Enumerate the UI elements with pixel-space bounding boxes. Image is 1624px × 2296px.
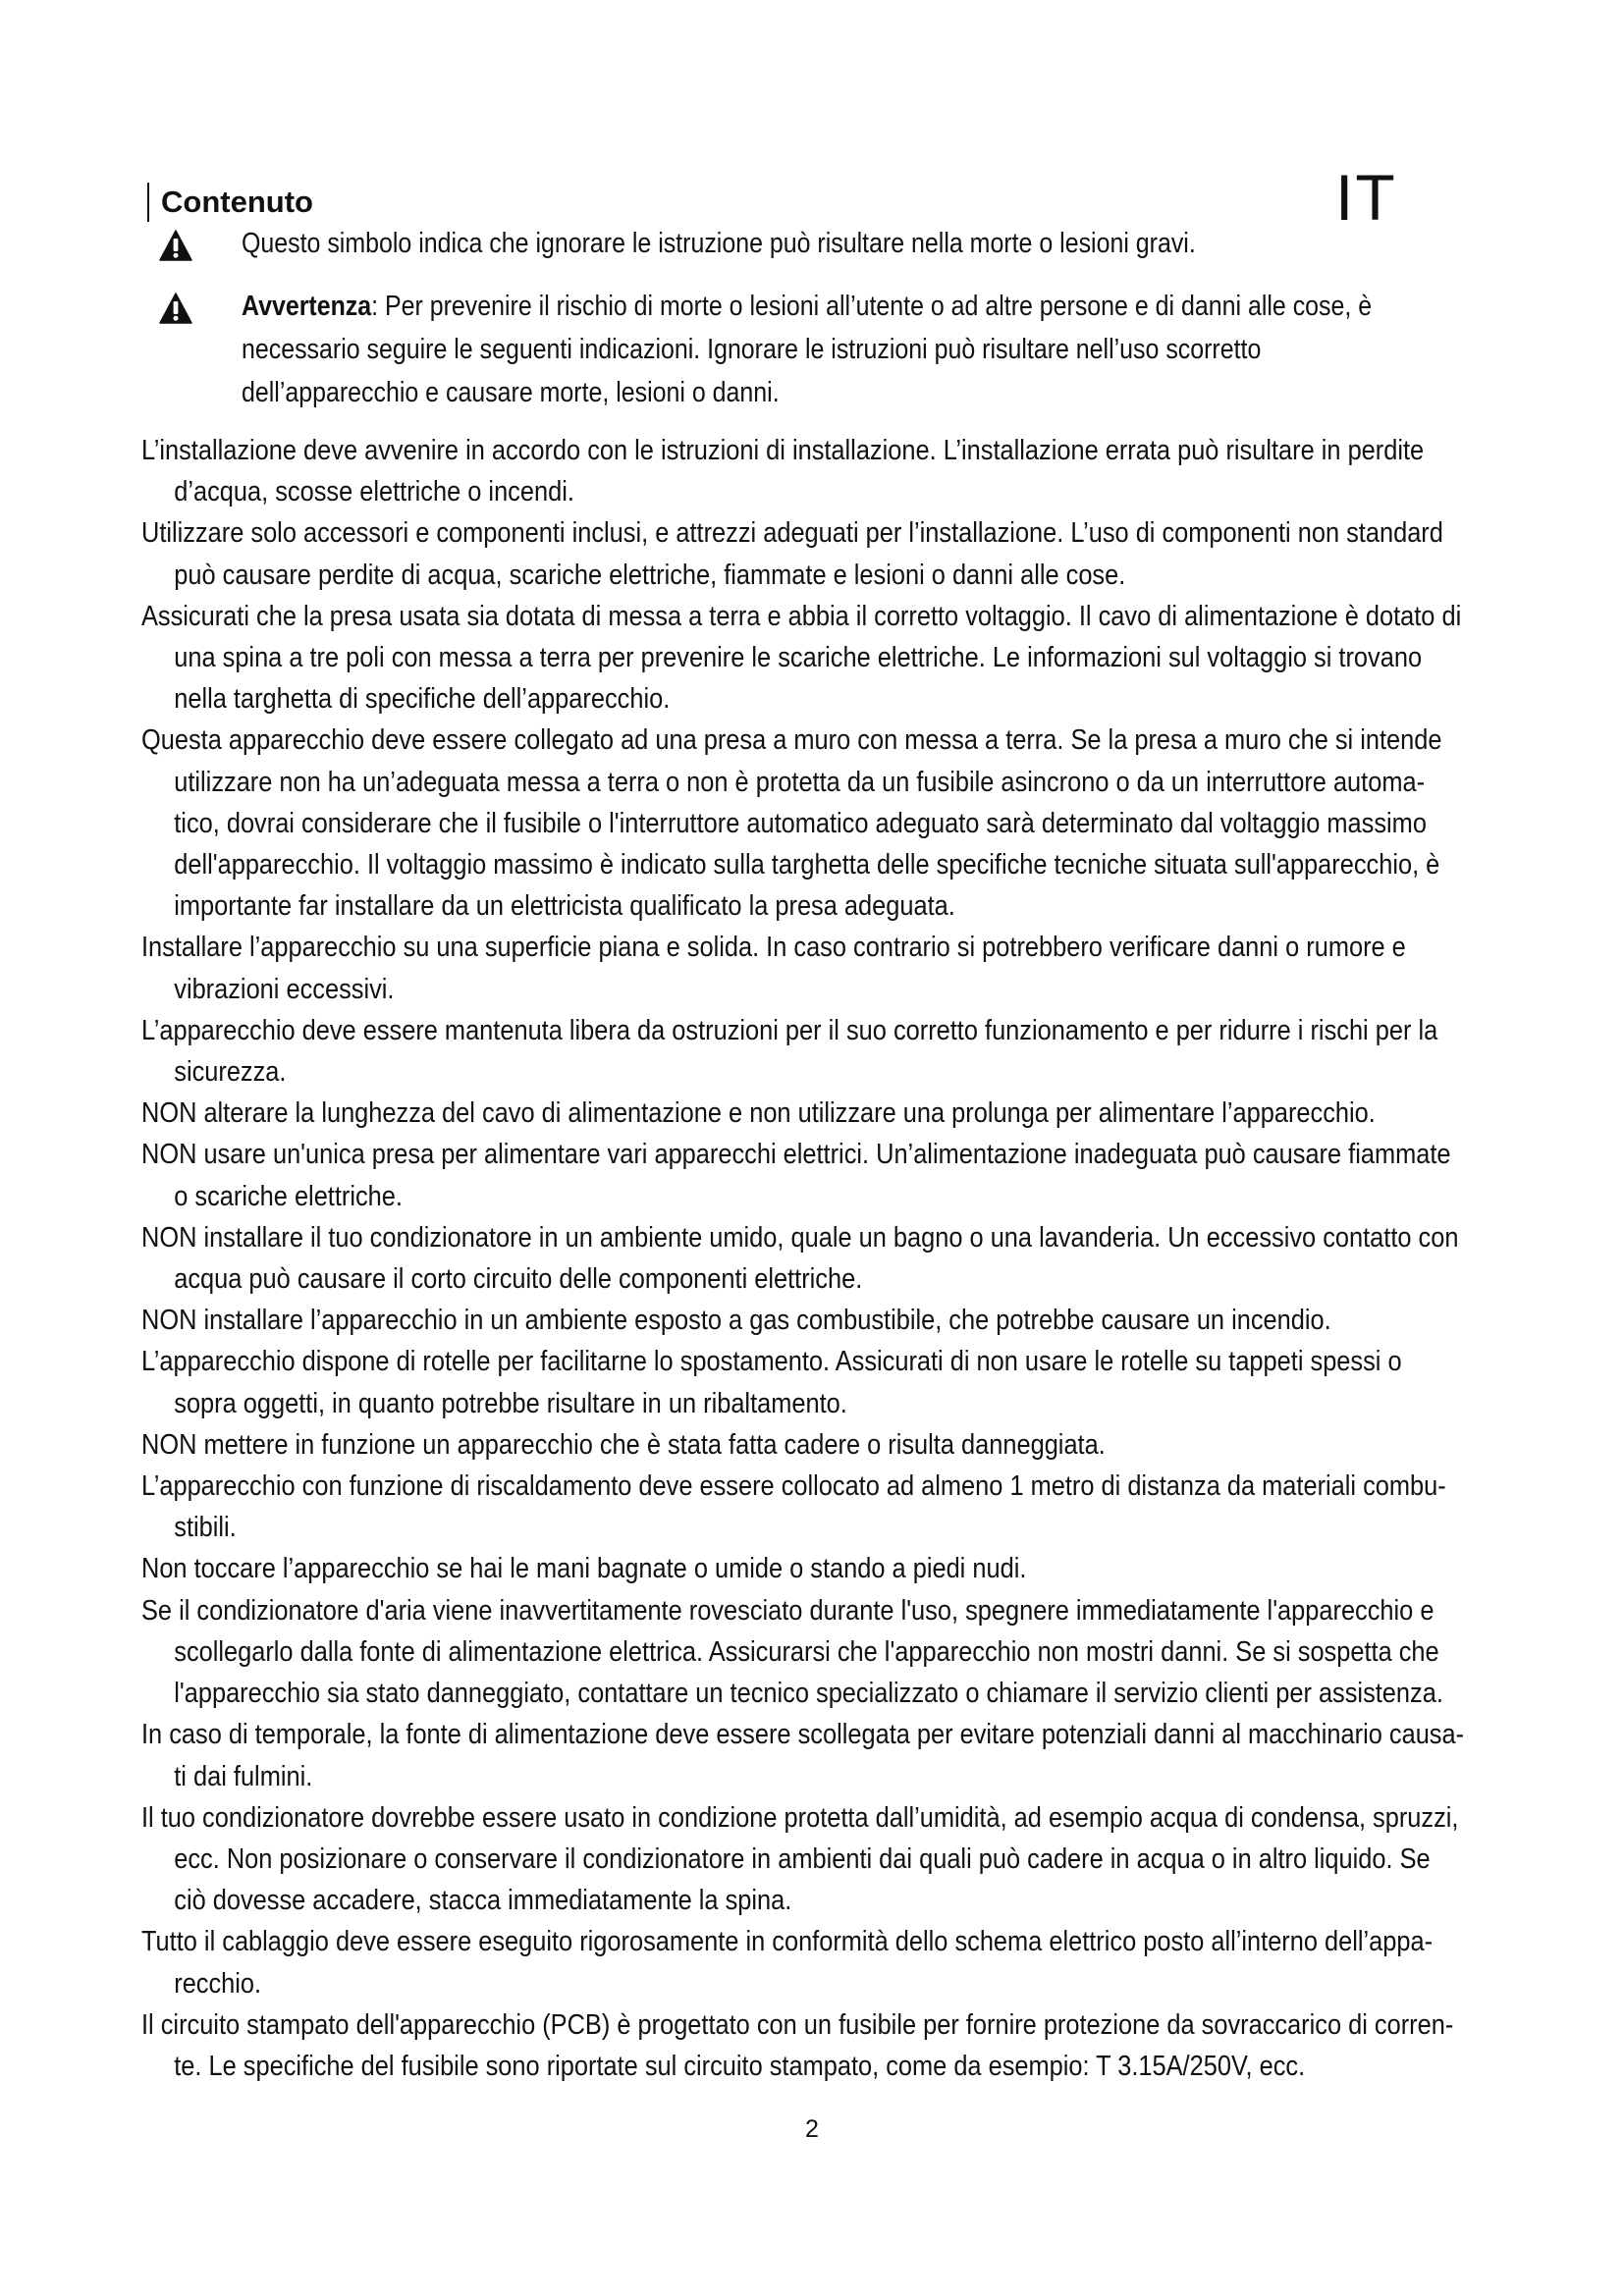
warning-body: Questo simbolo indica che ignorare le istruzione può risultare nella morte o lesioni gravi.: [242, 228, 1196, 259]
language-code: IT: [1335, 161, 1397, 234]
instruction-item: Questa apparecchio deve essere collegato ad una presa a muro con messa a terra. Se la presa a muro che si intende utilizzare non ha un’adeguata messa a terra o non è protetta da un fusibile asincrono o da un interruttore automa-tico, dovrai considerare che il fusibile o l'interruttore automatico adeguato sarà determinato dal voltaggio massimo dell'apparecchio. Il voltaggio massimo è indicato sulla targhetta delle specifiche tecniche situata sull'apparecchio, è importante far installare da un elettricista qualificato la presa adeguata.: [141, 724, 1442, 923]
page-number: 2: [805, 2115, 819, 2143]
instruction-item: L’apparecchio dispone di rotelle per facilitarne lo spostamento. Assicurati di non usare le rotelle su tappeti spessi o sopra oggetti, in quanto potrebbe risultare in un ribaltamento.: [141, 1346, 1402, 1419]
instruction-list: [141, 430, 1465, 2087]
instruction-item: L’apparecchio deve essere mantenuta libera da ostruzioni per il suo corretto funzionamento e per ridurre i rischi per la sicurezza.: [141, 1014, 1438, 1089]
instruction-item: In caso di temporale, la fonte di alimentazione deve essere scollegata per evitare potenziali danni al macchinario causa-ti dai fulmini.: [141, 1719, 1465, 1792]
instruction-item: NON mettere in funzione un apparecchio che è stata fatta cadere o risulta danneggiata.: [141, 1428, 1106, 1461]
section-heading: Contenuto: [147, 183, 313, 222]
instruction-item: NON installare l’apparecchio in un ambiente esposto a gas combustibile, che potrebbe causare un incendio.: [141, 1305, 1331, 1337]
instruction-item: Non toccare l’apparecchio se hai le mani bagnate o umide o stando a piedi nudi.: [141, 1553, 1027, 1585]
instruction-item: NON alterare la lunghezza del cavo di alimentazione e non utilizzare una prolunga per alimentare l’apparecchio.: [141, 1097, 1376, 1130]
instruction-item: Tutto il cablaggio deve essere eseguito rigorosamente in conformità dello schema elettrico posto all’interno dell’appa-recchio.: [141, 1926, 1434, 2000]
warning-label: Avvertenza: [242, 291, 372, 322]
instruction-item: Utilizzare solo accessori e componenti inclusi, e attrezzi adeguati per l’installazione. L’uso di componenti non standard può causare perdite di acqua, scariche elettriche, fiammate e lesioni o danni alle cose.: [141, 517, 1443, 591]
warning-triangle-icon: [159, 230, 192, 261]
instruction-item: L’installazione deve avvenire in accordo con le istruzioni di installazione. L’installazione errata può risultare in perdite d’acqua, scosse elettriche o incendi.: [141, 435, 1425, 508]
instruction-item: NON installare il tuo condizionatore in un ambiente umido, quale un bagno o una lavanderia. Un eccessivo contatto con acqua può causare il corto circuito delle componenti elettriche.: [141, 1221, 1459, 1296]
warning-body: : Per prevenire il rischio di morte o lesioni all’utente o ad altre persone e di danni alle cose, è necessario seguire le seguenti indicazioni. Ignorare le istruzioni può risultare nell’uso scorretto dell’apparecchio e causare morte, lesioni o danni.: [242, 291, 1373, 408]
instruction-item: Installare l’apparecchio su una superficie piana e solida. In caso contrario si potrebbero verificare danni o rumore e vibrazioni eccessivi.: [141, 932, 1406, 1005]
instruction-item: Assicurati che la presa usata sia dotata di messa a terra e abbia il corretto voltaggio. Il cavo di alimentazione è dotato di una spina a tre poli con messa a terra per prevenire le scariche elettriche. Le informazioni sul voltaggio si trovano nella targhetta di specifiche dell’apparecchio.: [141, 600, 1462, 716]
instruction-item: Se il condizionatore d'aria viene inavvertitamente rovesciato durante l'uso, spegnere immediatamente l'apparecchio e scollegarlo dalla fonte di alimentazione elettrica. Assicurarsi che l'apparecchio non mostri danni. Se si sospetta che l'apparecchio sia stato danneggiato, contattare un tecnico specializzato o chiamare il servizio clienti per assistenza.: [141, 1594, 1443, 1710]
warning-text: [242, 222, 1435, 265]
warning-triangle-icon: [159, 293, 192, 324]
instruction-item: Il tuo condizionatore dovrebbe essere usato in condizione protetta dall’umidità, ad esempio acqua di condensa, spruzzi, ecc. Non posizionare o conservare il condizionatore in ambienti dai quali può cadere in acqua o in altro liquido. Se ciò dovesse accadere, stacca immediatamente la spina.: [141, 1801, 1459, 1917]
instruction-item: L’apparecchio con funzione di riscaldamento deve essere collocato ad almeno 1 metro di distanza da materiali combu-stibili.: [141, 1470, 1446, 1544]
instruction-item: Il circuito stampato dell'apparecchio (PCB) è progettato con un fusibile per fornire protezione da sovraccarico di corren-te. Le specifiche del fusibile sono riportate sul circuito stampato, come da esempio: T 3.15A/250V, ecc.: [141, 2008, 1454, 2082]
instruction-item: NON usare un'unica presa per alimentare vari apparecchi elettrici. Un’alimentazione inadeguata può causare fiammate o scariche elettriche.: [141, 1139, 1451, 1212]
warning-text: [242, 285, 1435, 414]
